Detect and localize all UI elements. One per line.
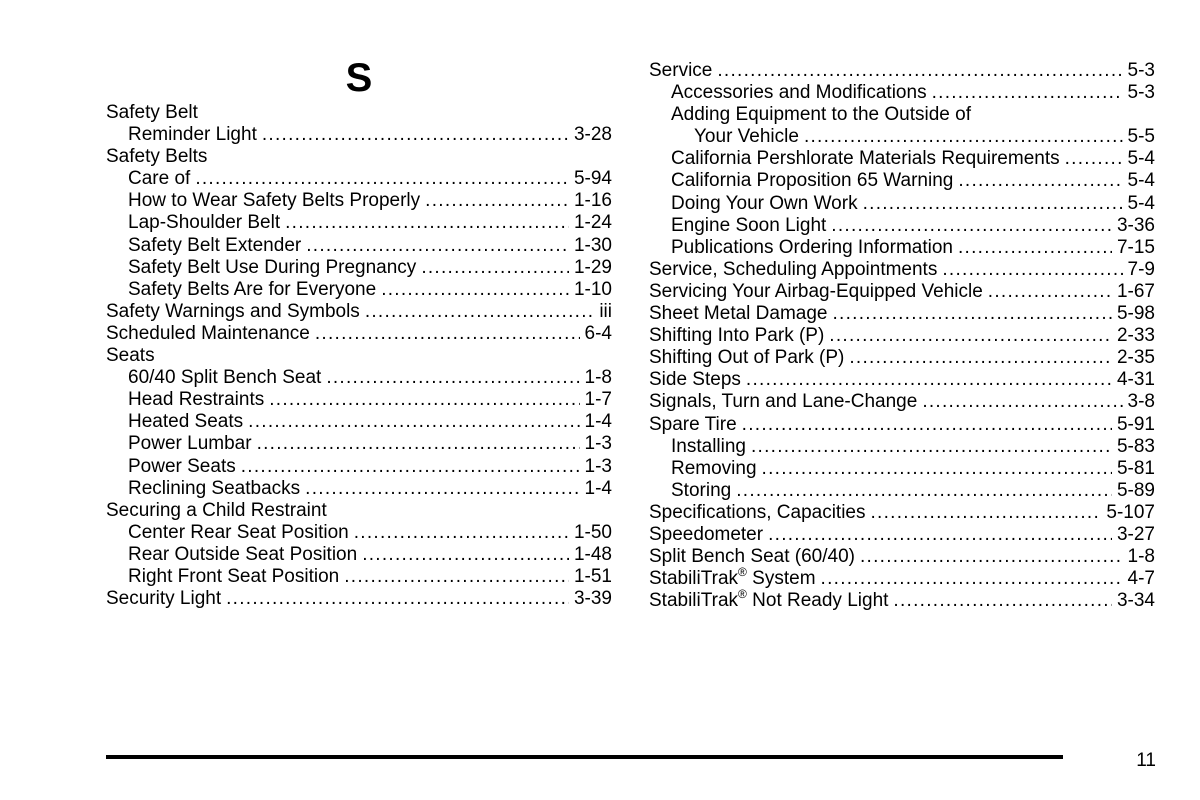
dot-leader [821, 568, 1123, 590]
index-entry [649, 480, 1155, 502]
section-letter: S [345, 56, 373, 100]
dot-leader [751, 436, 1112, 458]
index-entry-term: Publications Ordering Information [671, 236, 953, 258]
index-entry-page: 5-4 [1127, 148, 1155, 170]
index-entry-term: Security Light [106, 588, 222, 610]
index-entry-page: 3-36 [1116, 214, 1155, 236]
index-entry-page: 4-31 [1116, 369, 1155, 391]
index-entry-page: 5-81 [1116, 457, 1155, 479]
dot-leader [860, 546, 1123, 568]
registered-mark: ® [738, 565, 747, 580]
index-entry [106, 190, 612, 212]
index-entry-term: Engine Soon Light [671, 214, 827, 236]
index-entry [106, 478, 612, 500]
index-entry [106, 212, 612, 234]
index-entry-page: 3-8 [1127, 391, 1155, 413]
index-entry-term: Sheet Metal Damage [649, 303, 828, 325]
index-entry [106, 566, 612, 588]
index-entry-term: Safety Belt [106, 102, 198, 123]
index-entry-term: Adding Equipment to the Outside of [671, 104, 971, 126]
index-entry [106, 433, 612, 455]
index-entry-term: Safety Warnings and Symbols [106, 300, 360, 322]
index-entry [106, 345, 612, 367]
index-entry-term: Your Vehicle [694, 126, 799, 148]
index-entry-term: Center Rear Seat Position [128, 521, 349, 543]
index-entry-page: 5-98 [1116, 303, 1155, 325]
index-entry-term: Heated Seats [128, 411, 244, 433]
dot-leader [736, 480, 1112, 502]
index-entry [106, 102, 612, 124]
index-entry-page: 7-15 [1116, 236, 1155, 258]
index-entry [106, 367, 612, 389]
index-entry-page: 1-16 [573, 190, 612, 212]
dot-leader [804, 126, 1123, 148]
dot-leader [1065, 148, 1123, 170]
dot-leader [365, 301, 595, 323]
index-entry-term: Shifting Into Park (P) [649, 325, 825, 347]
index-entry-term: Spare Tire [649, 413, 737, 435]
dot-leader [863, 193, 1123, 215]
index-entries-left [106, 102, 612, 610]
index-entry-page: 1-4 [584, 477, 612, 499]
index-entry-term: Safety Belt Extender [128, 234, 302, 256]
registered-mark: ® [738, 587, 747, 602]
index-entry-term: Servicing Your Airbag-Equipped Vehicle [649, 280, 983, 302]
dot-leader [305, 478, 579, 500]
index-entry-term: Power Seats [128, 455, 236, 477]
index-entry-term: 60/40 Split Bench Seat [128, 367, 322, 389]
index-entry-page: 3-39 [573, 588, 612, 610]
index-entry-page: 5-3 [1127, 82, 1155, 104]
index-entry-term: California Pershlorate Materials Requirements [671, 148, 1060, 170]
index-entry-term: Safety Belts [106, 146, 208, 168]
index-entry [649, 82, 1155, 104]
index-entry-term: California Proposition 65 Warning [671, 170, 954, 192]
dot-leader [315, 323, 580, 345]
index-entry [106, 257, 612, 279]
index-entry-term: Power Lumbar [128, 433, 252, 455]
index-entry-page: 1-7 [584, 389, 612, 411]
index-entry-term: Lap-Shoulder Belt [128, 212, 281, 234]
index-entry-page: 2-35 [1116, 347, 1155, 369]
index-entry-page: 1-24 [573, 212, 612, 234]
index-entry [106, 168, 612, 190]
index-entry-term: Shifting Out of Park (P) [649, 347, 845, 369]
index-entry-term: Safety Belt Use During Pregnancy [128, 256, 417, 278]
dot-leader [425, 190, 569, 212]
dot-leader [326, 367, 579, 389]
index-entry-term: Specifications, Capacities [649, 501, 866, 523]
index-entry-page: 1-30 [573, 234, 612, 256]
index-entry [649, 148, 1155, 170]
index-entry-page: 3-28 [573, 124, 612, 146]
index-entry-term: Head Restraints [128, 389, 265, 411]
index-entry [106, 411, 612, 433]
index-entry-page: 1-3 [584, 433, 612, 455]
index-entry [106, 456, 612, 478]
index-column-left [106, 56, 612, 610]
index-entry [649, 104, 1155, 126]
index-entry-page: 2-33 [1116, 325, 1155, 347]
index-entry [106, 544, 612, 566]
index-entry-term: Reclining Seatbacks [128, 477, 301, 499]
index-entry-term: StabiliTrak® Not Ready Light [649, 587, 889, 612]
index-entry-term: Accessories and Modifications [671, 82, 927, 104]
index-entry [106, 522, 612, 544]
index-entry [106, 500, 612, 522]
index-entry-term: Service, Scheduling Appointments [649, 258, 938, 280]
index-entry-page: 5-4 [1127, 192, 1155, 214]
index-entry-page: 5-107 [1106, 501, 1155, 523]
dot-leader [829, 325, 1112, 347]
index-entry [649, 458, 1155, 480]
index-entry-page: 7-9 [1127, 258, 1155, 280]
index-entry-term: Removing [671, 457, 757, 479]
index-entry [649, 281, 1155, 303]
index-entry-term: Split Bench Seat (60/40) [649, 546, 855, 568]
index-entry-term: Right Front Seat Position [128, 565, 340, 587]
index-entry-page: 1-50 [573, 521, 612, 543]
index-entry-term: Securing a Child Restraint [106, 499, 327, 521]
index-entry-term: Signals, Turn and Lane-Change [649, 391, 918, 413]
index-entry [649, 347, 1155, 369]
dot-leader [306, 235, 569, 257]
dot-leader [958, 170, 1122, 192]
index-entry-page: 5-3 [1127, 60, 1155, 81]
index-entry-page: 1-48 [573, 543, 612, 565]
index-entry-term: Storing [671, 479, 732, 501]
index-entry [649, 303, 1155, 325]
dot-leader [257, 433, 580, 455]
index-entry [106, 279, 612, 301]
index-column-right [649, 60, 1155, 612]
index-entry [649, 126, 1155, 148]
index-entry-term: Reminder Light [128, 124, 257, 146]
dot-leader [922, 391, 1122, 413]
index-entry [649, 436, 1155, 458]
index-entry [649, 170, 1155, 192]
index-entry [649, 524, 1155, 546]
dot-leader [248, 411, 579, 433]
index-entry-term: Scheduled Maintenance [106, 322, 310, 344]
index-entry [106, 588, 612, 610]
index-entry-term: Safety Belts Are for Everyone [128, 278, 377, 300]
index-entry [649, 414, 1155, 436]
page-number: 11 [1136, 750, 1156, 771]
index-entry [649, 325, 1155, 347]
index-entry-page: 6-4 [584, 322, 612, 344]
index-entry-page: 1-29 [573, 256, 612, 278]
dot-leader [344, 566, 569, 588]
dot-leader [362, 544, 569, 566]
index-entry-page: 1-8 [584, 367, 612, 389]
index-entry-term: How to Wear Safety Belts Properly [128, 190, 421, 212]
dot-leader [958, 237, 1112, 259]
dot-leader [871, 502, 1102, 524]
index-entry-term: Rear Outside Seat Position [128, 543, 358, 565]
dot-leader [932, 82, 1123, 104]
index-entry-term: Installing [671, 435, 746, 457]
index-entry-page: 1-10 [573, 278, 612, 300]
dot-leader [849, 347, 1112, 369]
index-entry-page: 1-4 [584, 411, 612, 433]
index-entry [649, 565, 1155, 590]
index-entry [649, 60, 1155, 82]
index-entry-term: Seats [106, 345, 155, 367]
index-entry [106, 389, 612, 411]
index-entry-page: 5-94 [573, 168, 612, 190]
dot-leader [269, 389, 579, 411]
index-entry-page: 1-51 [573, 565, 612, 587]
index-entry [649, 369, 1155, 391]
index-entry-page: 1-8 [1127, 546, 1155, 568]
index-entry-page: 1-67 [1116, 280, 1155, 302]
dot-leader [893, 590, 1112, 612]
dot-leader [354, 522, 569, 544]
index-entry-term: Side Steps [649, 369, 741, 391]
index-entry-page: 5-4 [1127, 170, 1155, 192]
index-entry-page: 5-89 [1116, 479, 1155, 501]
index-entry-term: StabiliTrak® System [649, 565, 816, 590]
dot-leader [285, 212, 569, 234]
index-entry [106, 323, 612, 345]
dot-leader [988, 281, 1112, 303]
index-entry-page: 3-34 [1116, 590, 1155, 612]
index-entry [649, 193, 1155, 215]
index-entry-page: 4-7 [1127, 568, 1155, 590]
dot-leader [717, 60, 1122, 82]
dot-leader [226, 588, 569, 610]
dot-leader [195, 168, 569, 190]
index-entry-page: 5-5 [1127, 126, 1155, 148]
index-entry [649, 587, 1155, 612]
dot-leader [762, 458, 1112, 480]
index-entry-page: 5-83 [1116, 435, 1155, 457]
index-entry [106, 301, 612, 323]
index-entry [649, 502, 1155, 524]
index-entry-page: 3-27 [1116, 523, 1155, 545]
index-entry-page: iii [599, 300, 612, 322]
index-entry [649, 391, 1155, 413]
index-entry [649, 237, 1155, 259]
dot-leader [746, 369, 1112, 391]
dot-leader [262, 124, 569, 146]
footer-rule [106, 755, 1063, 759]
index-entry [649, 546, 1155, 568]
index-entry-term: Doing Your Own Work [671, 192, 858, 214]
index-entry-term: Care of [128, 168, 191, 190]
dot-leader [241, 456, 580, 478]
index-entry [106, 124, 612, 146]
dot-leader [831, 215, 1112, 237]
index-entry-page: 1-3 [584, 455, 612, 477]
dot-leader [768, 524, 1112, 546]
index-entry [649, 215, 1155, 237]
dot-leader [381, 279, 569, 301]
dot-leader [742, 414, 1112, 436]
index-entry [106, 235, 612, 257]
index-entry [106, 146, 612, 168]
index-entry-term: Service [649, 60, 713, 81]
index-entry-term: Speedometer [649, 523, 764, 545]
index-entry-page: 5-91 [1116, 413, 1155, 435]
dot-leader [942, 259, 1122, 281]
index-entries-right [649, 60, 1155, 612]
dot-leader [421, 257, 569, 279]
index-entry [649, 259, 1155, 281]
dot-leader [833, 303, 1112, 325]
